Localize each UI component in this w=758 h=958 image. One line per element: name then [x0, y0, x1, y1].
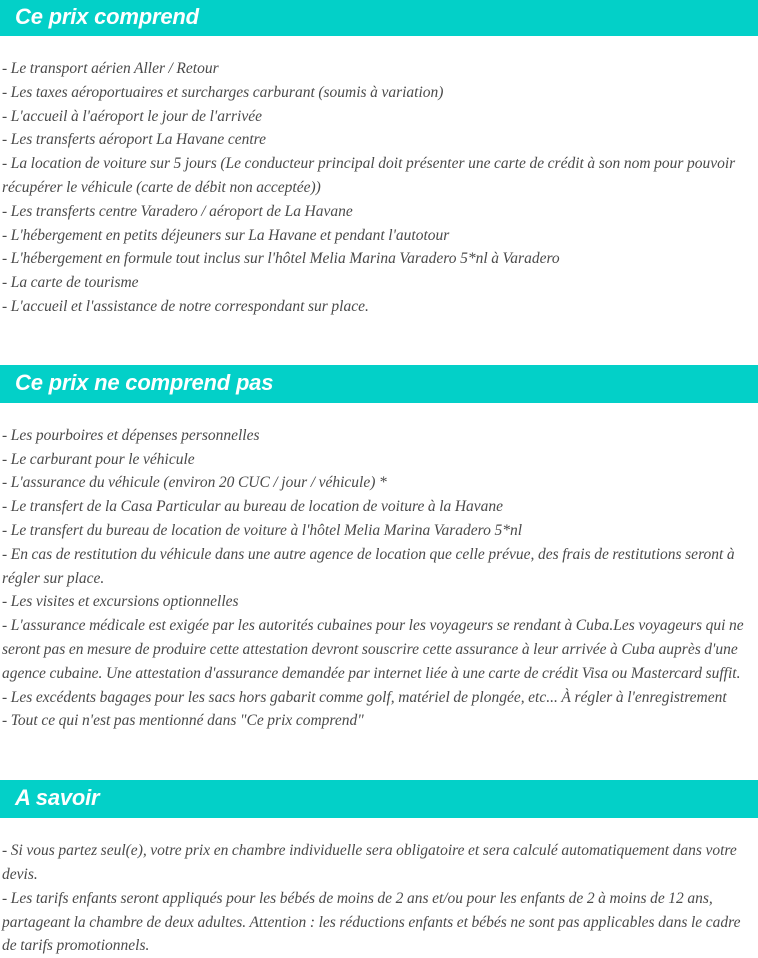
list-item: - L'hébergement en formule tout inclus sur l'hôtel Melia Marina Varadero 5*nl à Varadero — [2, 250, 560, 268]
section-spacer — [0, 319, 758, 365]
list-item: - Le carburant pour le véhicule — [2, 450, 195, 468]
section-body-included — [0, 36, 758, 319]
list-item: - L'accueil à l'aéroport le jour de l'arrivée — [2, 107, 262, 125]
list-item: - L'hébergement en petits déjeuners sur La Havane et pendant l'autotour — [2, 226, 450, 244]
list-item: - Les tarifs enfants seront appliqués pour les bébés de moins de 2 ans et/ou pour les enfants de 2 à moins de 12 ans, partageant la chambre de deux adultes. Attention : les réductions enfants et bébés ne sont pas applicables dans le cadre de tarifs promotionnels. — [2, 889, 741, 955]
list-item: - Le transport aérien Aller / Retour — [2, 60, 219, 77]
section-header-not-included — [0, 365, 758, 403]
list-item: - Les visites et excursions optionnelles — [2, 593, 239, 611]
section-title-not-included: Ce prix ne comprend pas — [15, 369, 274, 395]
list-item: - L'accueil et l'assistance de notre correspondant sur place. — [2, 297, 369, 315]
list-item: - Les transferts centre Varadero / aéroport de La Havane — [2, 202, 353, 220]
list-item: - L'assurance du véhicule (environ 20 CUC / jour / véhicule) * — [2, 474, 387, 492]
list-item: - L'assurance médicale est exigée par les autorités cubaines pour les voyageurs se rendant à Cuba.Les voyageurs qui ne seront pas en mesure de produire cette attestation devront souscrire cette assurance à leur arrivée à Cuba auprès d'une agence cubaine. Une attestation d'assurance demandée par internet liée à une carte de crédit Visa ou Mastercard suffit. — [2, 617, 744, 682]
section-title-good-to-know: A savoir — [15, 785, 100, 811]
section-good-to-know — [0, 780, 758, 958]
list-item: - Les taxes aéroportuaires et surcharges carburant (soumis à variation) — [2, 83, 444, 101]
list-item: - En cas de restitution du véhicule dans une autre agence de location que celle prévue, des frais de restitutions seront à régler sur place. — [2, 545, 735, 587]
list-item: - La carte de tourisme — [2, 274, 139, 292]
list-item: - La location de voiture sur 5 jours (Le conducteur principal doit présenter une carte de crédit à son nom pour pouvoir récupérer le véhicule (carte de débit non acceptée)) — [2, 155, 736, 196]
list-item: - Le transfert de la Casa Particular au bureau de location de voiture à la Havane — [2, 498, 504, 516]
list-item: - Les excédents bagages pour les sacs hors gabarit comme golf, matériel de plongée, etc... À régler à l'enregistrement — [2, 688, 727, 706]
section-body-good-to-know — [0, 818, 758, 958]
list-item: - Les pourboires et dépenses personnelles — [2, 426, 260, 444]
list-item: - Les transferts aéroport La Havane centre — [2, 131, 266, 149]
section-included — [0, 0, 758, 319]
section-header-included — [0, 0, 758, 36]
section-header-good-to-know — [0, 780, 758, 818]
section-body-not-included — [0, 403, 758, 733]
list-item: - Si vous partez seul(e), votre prix en chambre individuelle sera obligatoire et sera calculé automatiquement dans votre devis. — [2, 842, 737, 883]
list-item: - Le transfert du bureau de location de voiture à l'hôtel Melia Marina Varadero 5*nl — [2, 521, 523, 539]
section-not-included — [0, 365, 758, 733]
section-spacer — [0, 733, 758, 780]
section-title-included: Ce prix comprend — [15, 4, 199, 29]
list-item: - Tout ce qui n'est pas mentionné dans "Ce prix comprend" — [2, 712, 364, 730]
